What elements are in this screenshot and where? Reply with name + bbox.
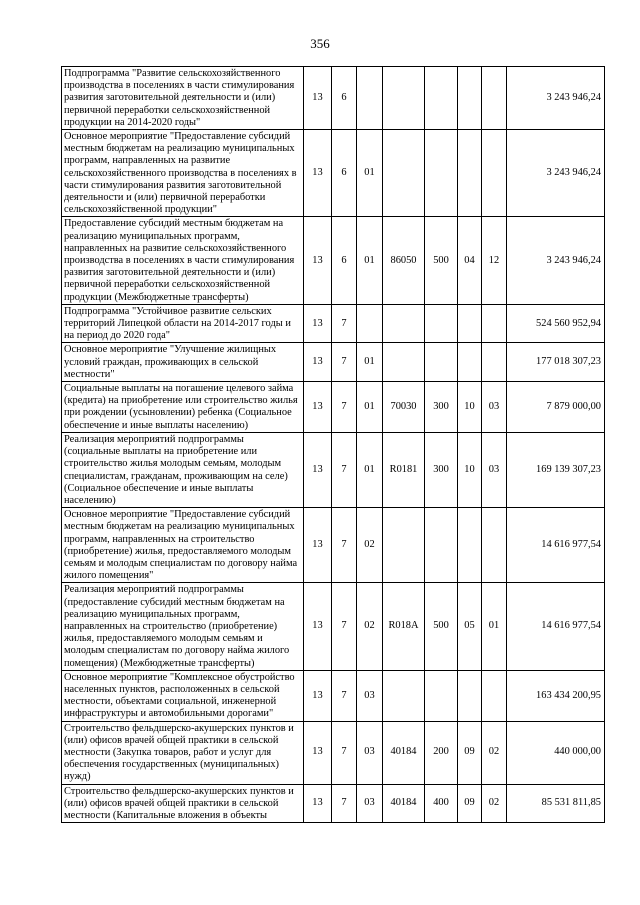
subsection-cell (482, 508, 507, 583)
amount-cell: 14 616 977,54 (507, 508, 605, 583)
program-name-cell: Основное мероприятие "Предоставление субсидий местным бюджетам на реализацию муниципальных программ, направленных на строительство (приобретение) жилья, предоставляемого молодым семьям и молодым специалистам по договору найма жилого помещения" (62, 508, 304, 583)
program-name-cell: Основное мероприятие "Улучшение жилищных условий граждан, проживающих в сельской местности" (62, 343, 304, 382)
subsection-cell (482, 343, 507, 382)
table-row (62, 670, 605, 721)
program-name-cell: Реализация мероприятий подпрограммы (предоставление субсидий местным бюджетам на реализацию муниципальных программ, направленных на строительство (приобретение) жилья, предоставляемого молодым семьям и молодым специалистам по договору найма жилого помещения) (Межбюджетные трансферты) (62, 583, 304, 670)
activity-code-cell: 03 (357, 784, 383, 823)
activity-code-cell: 01 (357, 343, 383, 382)
section-cell: 05 (458, 583, 482, 670)
gp-code-cell: 13 (304, 508, 332, 583)
expense-type-cell (425, 670, 458, 721)
subprogram-code-cell: 6 (332, 217, 357, 304)
expense-type-cell: 300 (425, 432, 458, 507)
amount-cell: 85 531 811,85 (507, 784, 605, 823)
section-cell (458, 130, 482, 217)
program-name-cell: Социальные выплаты на погашение целевого займа (кредита) на приобретение или строительство жилья при рождении (усыновлении) ребенка (Социальное обеспечение и иные выплаты населению) (62, 382, 304, 433)
gp-code-cell: 13 (304, 670, 332, 721)
subsection-cell: 02 (482, 721, 507, 784)
section-cell (458, 67, 482, 130)
program-name-cell: Строительство фельдшерско-акушерских пунктов и (или) офисов врачей общей практики в сельской местности (Капитальные вложения в объекты (62, 784, 304, 823)
subprogram-code-cell: 7 (332, 343, 357, 382)
subprogram-code-cell: 7 (332, 432, 357, 507)
table-row (62, 721, 605, 784)
section-cell (458, 508, 482, 583)
subsection-cell: 02 (482, 784, 507, 823)
expense-type-cell (425, 343, 458, 382)
section-cell (458, 343, 482, 382)
table-row (62, 508, 605, 583)
subsection-cell (482, 130, 507, 217)
subsection-cell (482, 304, 507, 343)
amount-cell: 3 243 946,24 (507, 130, 605, 217)
section-cell: 09 (458, 784, 482, 823)
expense-type-cell: 300 (425, 382, 458, 433)
program-name-cell: Строительство фельдшерско-акушерских пунктов и (или) офисов врачей общей практики в сельской местности (Закупка товаров, работ и услуг для обеспечения государственных (муниципальных) нужд) (62, 721, 304, 784)
amount-cell: 3 243 946,24 (507, 67, 605, 130)
expense-type-cell (425, 508, 458, 583)
amount-cell: 7 879 000,00 (507, 382, 605, 433)
program-name-cell: Основное мероприятие "Комплексное обустройство населенных пунктов, расположенных в сельской местности, объектами социальной, инженерной инфраструктуры и автомобильными дорогами" (62, 670, 304, 721)
activity-code-cell: 01 (357, 382, 383, 433)
table-row (62, 343, 605, 382)
program-name-cell: Предоставление субсидий местным бюджетам на реализацию муниципальных программ, направленных на развитие сельскохозяйственного производства в поселениях в части стимулирования развития заготовительной деятельности и (или) первичной переработки сельскохозяйственной продукции (Межбюджетные трансферты) (62, 217, 304, 304)
gp-code-cell: 13 (304, 217, 332, 304)
activity-code-cell: 02 (357, 508, 383, 583)
gp-code-cell: 13 (304, 721, 332, 784)
gp-code-cell: 13 (304, 343, 332, 382)
table-row (62, 382, 605, 433)
subprogram-code-cell: 6 (332, 67, 357, 130)
amount-cell: 3 243 946,24 (507, 217, 605, 304)
subprogram-code-cell: 7 (332, 721, 357, 784)
subsection-cell: 12 (482, 217, 507, 304)
table-row (62, 217, 605, 304)
subprogram-code-cell: 7 (332, 508, 357, 583)
activity-code-cell: 03 (357, 721, 383, 784)
subprogram-code-cell: 7 (332, 670, 357, 721)
direction-code-cell (383, 67, 425, 130)
subprogram-code-cell: 6 (332, 130, 357, 217)
program-name-cell: Подпрограмма "Устойчивое развитие сельских территорий Липецкой области на 2014-2017 годы и на период до 2020 года" (62, 304, 304, 343)
subprogram-code-cell: 7 (332, 583, 357, 670)
subsection-cell: 03 (482, 382, 507, 433)
amount-cell: 169 139 307,23 (507, 432, 605, 507)
page-number: 356 (310, 36, 330, 51)
subsection-cell (482, 67, 507, 130)
amount-cell: 524 560 952,94 (507, 304, 605, 343)
activity-code-cell: 01 (357, 217, 383, 304)
subsection-cell: 01 (482, 583, 507, 670)
subsection-cell: 03 (482, 432, 507, 507)
subsection-cell (482, 670, 507, 721)
activity-code-cell: 03 (357, 670, 383, 721)
table-row (62, 784, 605, 823)
program-name-cell: Реализация мероприятий подпрограммы (социальные выплаты на приобретение или строительство жилья молодым семьям, молодым специалистам, гражданам, проживающим на селе) (Социальное обеспечение и иные выплаты населению) (62, 432, 304, 507)
subprogram-code-cell: 7 (332, 784, 357, 823)
gp-code-cell: 13 (304, 304, 332, 343)
direction-code-cell: R018A (383, 583, 425, 670)
section-cell: 10 (458, 432, 482, 507)
amount-cell: 163 434 200,95 (507, 670, 605, 721)
expense-type-cell: 500 (425, 583, 458, 670)
section-cell: 10 (458, 382, 482, 433)
section-cell (458, 304, 482, 343)
table-row (62, 304, 605, 343)
expense-type-cell: 200 (425, 721, 458, 784)
table-row (62, 130, 605, 217)
section-cell: 04 (458, 217, 482, 304)
section-cell: 09 (458, 721, 482, 784)
direction-code-cell (383, 304, 425, 343)
table-row (62, 432, 605, 507)
gp-code-cell: 13 (304, 382, 332, 433)
direction-code-cell: R0181 (383, 432, 425, 507)
direction-code-cell: 40184 (383, 721, 425, 784)
expense-type-cell: 400 (425, 784, 458, 823)
direction-code-cell (383, 670, 425, 721)
direction-code-cell (383, 343, 425, 382)
activity-code-cell (357, 67, 383, 130)
amount-cell: 440 000,00 (507, 721, 605, 784)
expense-type-cell (425, 67, 458, 130)
subprogram-code-cell: 7 (332, 382, 357, 433)
section-cell (458, 670, 482, 721)
amount-cell: 177 018 307,23 (507, 343, 605, 382)
amount-cell: 14 616 977,54 (507, 583, 605, 670)
gp-code-cell: 13 (304, 67, 332, 130)
table-row (62, 583, 605, 670)
gp-code-cell: 13 (304, 583, 332, 670)
expense-type-cell (425, 304, 458, 343)
activity-code-cell: 01 (357, 130, 383, 217)
direction-code-cell: 70030 (383, 382, 425, 433)
expense-type-cell: 500 (425, 217, 458, 304)
subprogram-code-cell: 7 (332, 304, 357, 343)
budget-table (61, 66, 605, 823)
program-name-cell: Основное мероприятие "Предоставление субсидий местным бюджетам на реализацию муниципальных программ, направленных на развитие сельскохозяйственного производства в поселениях в части стимулирования развития заготовительной деятельности и (или) первичной переработки сельскохозяйственной продукции" (62, 130, 304, 217)
activity-code-cell (357, 304, 383, 343)
gp-code-cell: 13 (304, 432, 332, 507)
gp-code-cell: 13 (304, 130, 332, 217)
direction-code-cell: 40184 (383, 784, 425, 823)
direction-code-cell (383, 130, 425, 217)
direction-code-cell: 86050 (383, 217, 425, 304)
program-name-cell: Подпрограмма "Развитие сельскохозяйственного производства в поселениях в части стимулирования развития заготовительной деятельности и (или) первичной переработки сельскохозяйственной продукции на 2014-2020 годы" (62, 67, 304, 130)
activity-code-cell: 01 (357, 432, 383, 507)
gp-code-cell: 13 (304, 784, 332, 823)
expense-type-cell (425, 130, 458, 217)
direction-code-cell (383, 508, 425, 583)
table-row (62, 67, 605, 130)
activity-code-cell: 02 (357, 583, 383, 670)
